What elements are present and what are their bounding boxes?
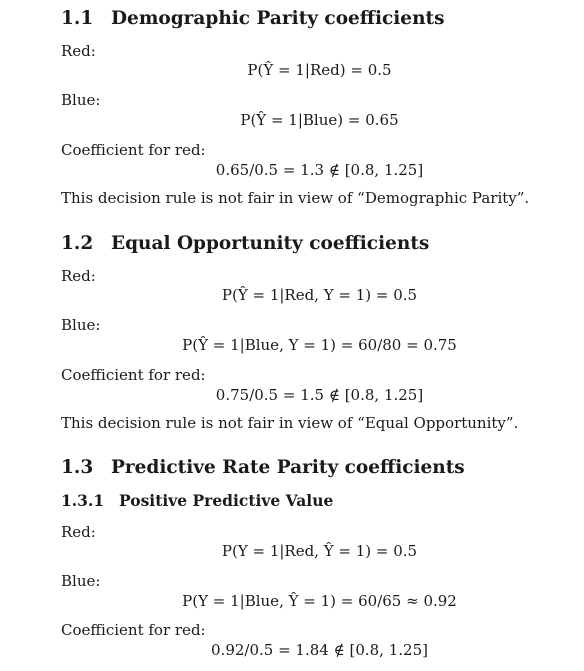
subsection-title: Positive Predictive Value <box>119 491 334 510</box>
conclusion-text: This decision rule is not fair in view of “Equal Opportunity”. <box>61 414 519 432</box>
section-number: 1.3 <box>61 457 94 478</box>
subsection-number: 1.3.1 <box>61 491 105 510</box>
red-equation: P(Ŷ = 1|Red, Y = 1) = 0.5 <box>221 286 418 304</box>
blue-label: Blue: <box>61 91 101 109</box>
blue-equation: P(Y = 1|Blue, Ŷ = 1) = 60/65 ≈ 0.92 <box>182 592 457 610</box>
section-title: Demographic Parity coefficients <box>111 8 445 29</box>
red-equation: P(Y = 1|Red, Ŷ = 1) = 0.5 <box>221 542 418 560</box>
red-label: Red: <box>61 267 96 285</box>
coefficient-label: Coefficient for red: <box>61 621 206 639</box>
red-label: Red: <box>61 523 96 541</box>
subsection-heading-1-3-1 <box>61 491 333 510</box>
section-heading-1-3 <box>61 457 465 478</box>
conclusion-text: This decision rule is not fair in view of “Demographic Parity”. <box>61 189 530 207</box>
blue-label: Blue: <box>61 316 101 334</box>
coefficient-label: Coefficient for red: <box>61 366 206 384</box>
blue-equation: P(Ŷ = 1|Blue, Y = 1) = 60/80 = 0.75 <box>182 336 457 354</box>
coefficient-label: Coefficient for red: <box>61 141 206 159</box>
section-heading-1-1 <box>61 8 445 29</box>
coefficient-equation: 0.92/0.5 = 1.84 ∉ [0.8, 1.25] <box>211 641 428 659</box>
section-number: 1.2 <box>61 233 94 254</box>
section-title: Predictive Rate Parity coefficients <box>111 457 465 478</box>
section-number: 1.1 <box>61 8 94 29</box>
red-label: Red: <box>61 42 96 60</box>
section-title: Equal Opportunity coefficients <box>111 233 430 254</box>
red-equation: P(Ŷ = 1|Red) = 0.5 <box>247 61 392 79</box>
section-heading-1-2 <box>61 233 429 254</box>
blue-label: Blue: <box>61 572 101 590</box>
coefficient-equation: 0.75/0.5 = 1.5 ∉ [0.8, 1.25] <box>215 386 424 404</box>
coefficient-equation: 0.65/0.5 = 1.3 ∉ [0.8, 1.25] <box>215 161 424 179</box>
blue-equation: P(Ŷ = 1|Blue) = 0.65 <box>240 111 399 129</box>
